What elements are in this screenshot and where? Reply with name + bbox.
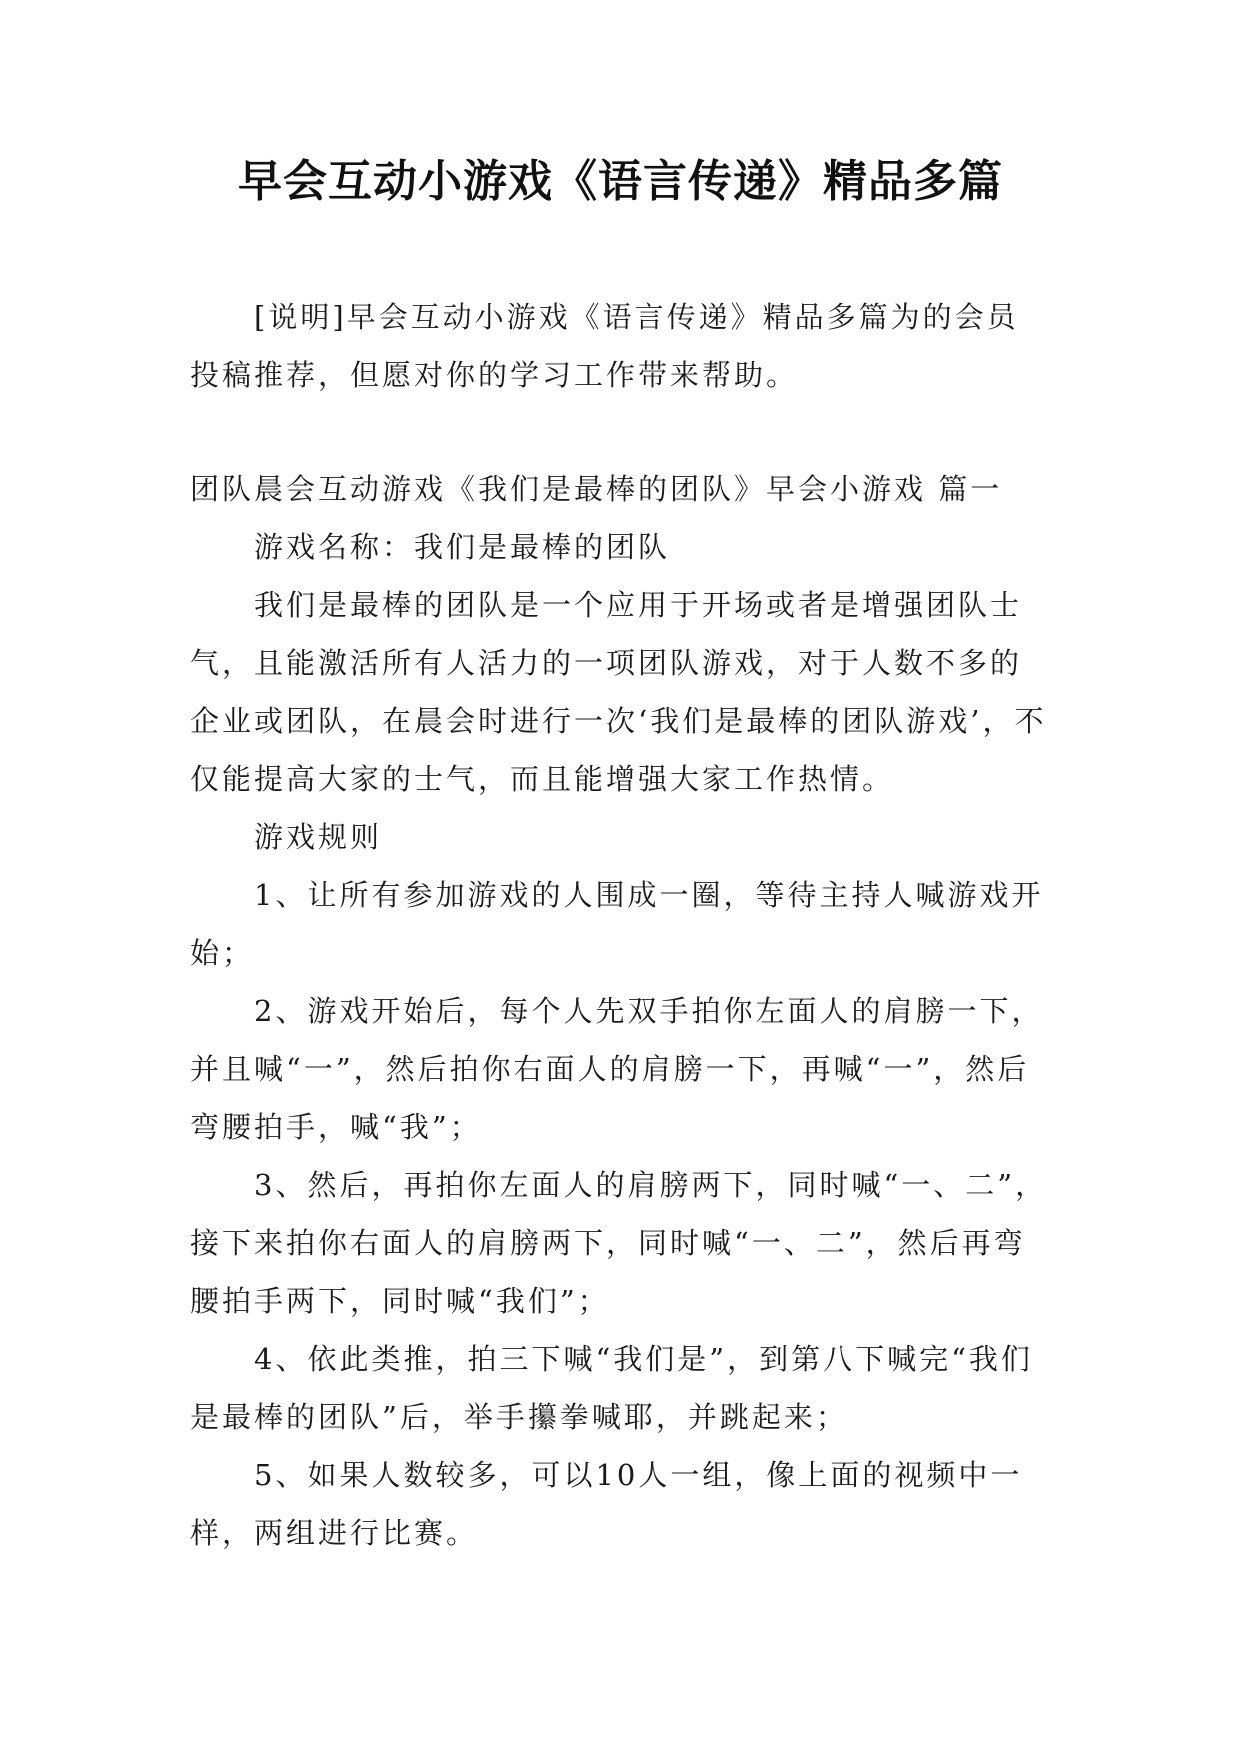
- page-title: 早会互动小游戏《语言传递》精品多篇: [238, 156, 1003, 207]
- rule-item: 4、依此类推，拍三下喊“我们是”，到第八下喊完“我们是最棒的团队”后，举手攥拳喊耶，并跳起来；: [190, 1342, 1033, 1434]
- section-heading: 团队晨会互动游戏《我们是最棒的团队》早会小游戏 篇一: [190, 472, 1003, 506]
- rule-item: 3、然后，再拍你左面人的肩膀两下，同时喊“一、二”，接下来拍你右面人的肩膀两下，同时喊“一、二”，然后再弯腰拍手两下，同时喊“我们”；: [190, 1168, 1048, 1318]
- rules-heading: 游戏规则: [254, 820, 383, 854]
- game-name: 游戏名称：我们是最棒的团队: [254, 530, 671, 564]
- intro-block: [190, 288, 1050, 404]
- rule-item: 1、让所有参加游戏的人围成一圈，等待主持人喊游戏开始；: [190, 878, 1044, 970]
- game-description: 我们是最棒的团队是一个应用于开场或者是增强团队士气，且能激活所有人活力的一项团队游戏，对于人数不多的企业或团队，在晨会时进行一次‘我们是最棒的团队游戏’，不仅能提高大家的士气，而且能增强大家工作热情。: [190, 588, 1047, 796]
- section-block: [190, 460, 1050, 1562]
- rule-item: 2、游戏开始后，每个人先双手拍你左面人的肩膀一下，并且喊“一”，然后拍你右面人的肩膀一下，再喊“一”，然后弯腰拍手，喊“我”；: [190, 994, 1044, 1144]
- rule-item: 5、如果人数较多，可以10人一组，像上面的视频中一样，两组进行比赛。: [190, 1458, 1023, 1550]
- intro-paragraph: [说明]早会互动小游戏《语言传递》精品多篇为的会员投稿推荐，但愿对你的学习工作带来帮助。: [190, 300, 1019, 392]
